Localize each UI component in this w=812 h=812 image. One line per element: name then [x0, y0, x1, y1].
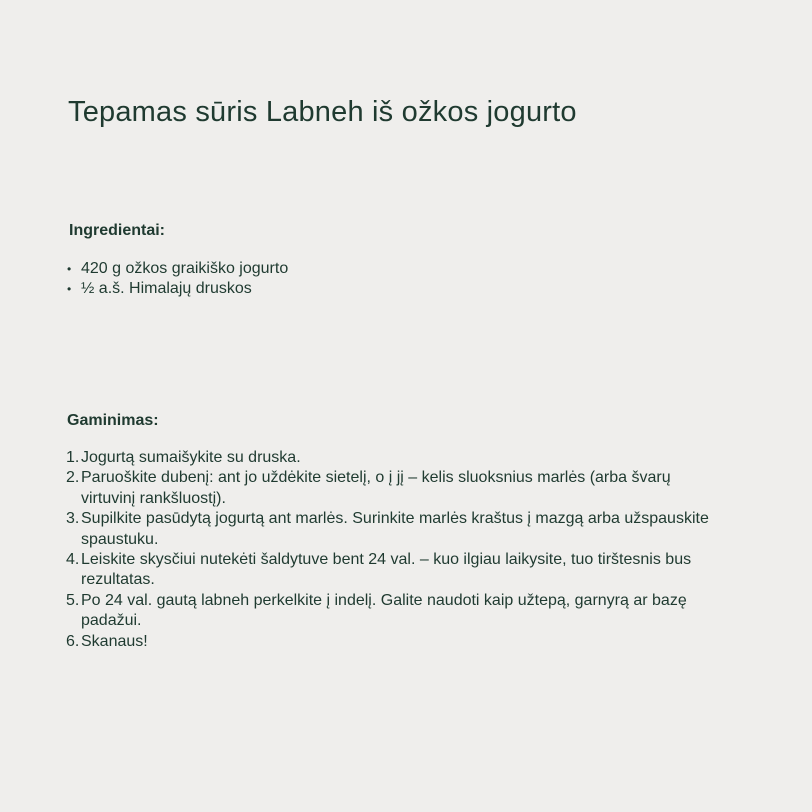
step-text: Supilkite pasūdytą jogurtą ant marlės. Surinkite marlės kraštus į mazgą arba užspauskite spaustuku.	[81, 510, 709, 548]
step-item	[66, 591, 716, 632]
step-text: Skanaus!	[81, 632, 148, 650]
step-number: 3.	[66, 510, 80, 528]
ingredient-text: ½ a.š. Himalajų druskos	[81, 280, 252, 297]
step-number: 5.	[66, 591, 80, 609]
step-item	[66, 550, 716, 591]
step-item	[66, 448, 716, 468]
step-number: 2.	[66, 469, 80, 487]
step-number: 1.	[66, 449, 80, 466]
bullet-icon: •	[67, 282, 72, 296]
step-text: Jogurtą sumaišykite su druska.	[81, 449, 301, 466]
step-text: Po 24 val. gautą labneh perkelkite į indelį. Galite naudoti kaip užtepą, garnyrą ar bazę padažui.	[81, 591, 687, 630]
step-number: 6.	[66, 632, 80, 650]
step-item	[66, 509, 716, 550]
step-item	[66, 468, 716, 509]
ingredient-text: 420 g ožkos graikiško jogurto	[81, 260, 289, 277]
step-text: Leiskite skysčiui nutekėti šaldytuve bent 24 val. – kuo ilgiau laikysite, tuo tirštesnis bus rezultatas.	[81, 551, 692, 589]
step-text: Paruoškite dubenį: ant jo uždėkite sietelį, o į jį – kelis sluoksnius marlės (arba švarų virtuvinį rankšluostį).	[81, 469, 671, 507]
ingredients-heading: Ingredientai:	[69, 222, 166, 239]
preparation-steps	[66, 448, 716, 652]
bullet-icon: •	[67, 262, 72, 276]
preparation-heading: Gaminimas:	[67, 412, 159, 429]
recipe-title: Tepamas sūris Labneh iš ožkos jogurto	[68, 96, 577, 128]
ingredient-item	[67, 279, 288, 299]
ingredients-list	[67, 259, 288, 299]
step-number: 4.	[66, 551, 80, 569]
step-item	[66, 632, 716, 652]
ingredient-item	[67, 259, 288, 279]
